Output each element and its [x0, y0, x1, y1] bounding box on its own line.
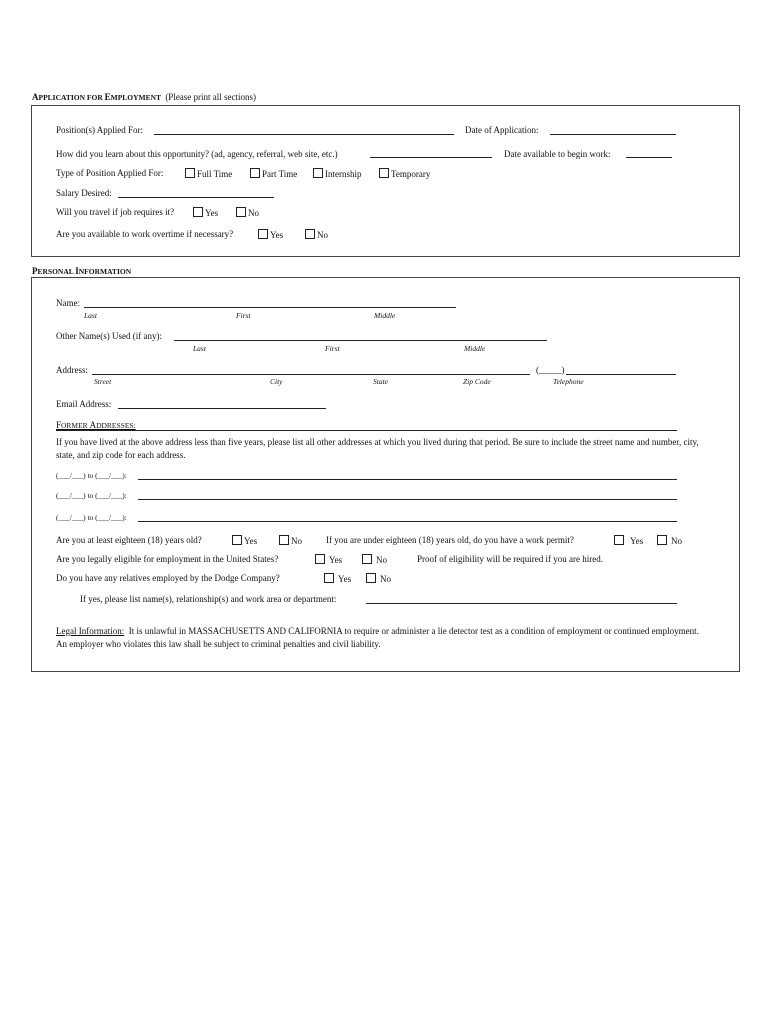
learn-field[interactable]: [370, 157, 492, 158]
part-time-option[interactable]: Part Time: [250, 168, 297, 179]
overtime-label: Are you available to work overtime if necessary?: [56, 229, 234, 239]
former-address-field-1[interactable]: [138, 479, 677, 480]
former-addresses-instructions: If you have lived at the above address less than five years, please list all other addresses at which you lived during that period. Be sure to include the street name and number, city, state, and zip code for each address.: [56, 437, 699, 460]
date-available-label: Date available to begin work:: [504, 149, 611, 159]
checkbox-icon[interactable]: [236, 207, 246, 217]
permit-label: If you are under eighteen (18) years old, do you have a work permit?: [326, 535, 574, 545]
permit-yes[interactable]: Yes: [614, 535, 643, 546]
employment-section-title: APPLICATION FOR EMPLOYMENT (Please print all sections): [32, 92, 257, 102]
relatives-details-field[interactable]: [366, 603, 677, 604]
city-hint: City: [270, 377, 283, 386]
travel-label: Will you travel if job requires it?: [56, 207, 175, 217]
travel-yes[interactable]: Yes: [193, 207, 218, 218]
checkbox-icon[interactable]: [279, 535, 289, 545]
name-middle-hint: Middle: [374, 311, 396, 320]
other-last-hint: Last: [193, 344, 206, 353]
checkbox-icon[interactable]: [366, 573, 376, 583]
other-names-field[interactable]: [174, 340, 547, 341]
positions-field[interactable]: [154, 134, 454, 135]
positions-label: Position(s) Applied For:: [56, 125, 144, 135]
permit-no[interactable]: No: [657, 535, 682, 546]
phone-area-code: (_____): [536, 365, 565, 375]
checkbox-icon[interactable]: [313, 168, 323, 178]
travel-no[interactable]: No: [236, 207, 259, 218]
internship-option[interactable]: Internship: [313, 168, 362, 179]
former-date-1: (___/___) to (___/___):: [56, 471, 127, 480]
overtime-no[interactable]: No: [305, 229, 328, 240]
email-label: Email Address:: [56, 399, 112, 409]
other-first-hint: First: [325, 344, 340, 353]
checkbox-icon[interactable]: [258, 229, 268, 239]
checkbox-icon[interactable]: [324, 573, 334, 583]
former-divider: [56, 430, 677, 431]
relatives-yes[interactable]: Yes: [324, 573, 351, 584]
checkbox-icon[interactable]: [362, 554, 372, 564]
checkbox-icon[interactable]: [305, 229, 315, 239]
eighteen-yes[interactable]: Yes: [232, 535, 257, 546]
personal-section-title: PERSONAL INFORMATION: [32, 266, 132, 276]
checkbox-icon[interactable]: [315, 554, 325, 564]
date-application-label: Date of Application:: [465, 125, 539, 135]
proof-text: Proof of eligibility will be required if you are hired.: [417, 554, 603, 564]
relatives-followup-label: If yes, please list name(s), relationship(s) and work area or department:: [80, 594, 337, 604]
telephone-hint: Telephone: [553, 377, 584, 386]
relatives-no[interactable]: No: [366, 573, 391, 584]
email-field[interactable]: [118, 408, 326, 409]
checkbox-icon[interactable]: [657, 535, 667, 545]
checkbox-icon[interactable]: [193, 207, 203, 217]
address-field[interactable]: [92, 374, 530, 375]
name-first-hint: First: [236, 311, 251, 320]
former-address-field-2[interactable]: [138, 499, 677, 500]
state-hint: State: [373, 377, 388, 386]
legal-information-heading: Legal Information:: [56, 626, 125, 636]
legal-information-text: It is unlawful in MASSACHUSETTS AND CALIFORNIA to require or administer a lie detector test as a condition of employment or continued employment. An employer who violates this law shall be subject to criminal penalties and civil liability.: [56, 626, 699, 649]
eighteen-no[interactable]: No: [279, 535, 302, 546]
full-time-option[interactable]: Full Time: [185, 168, 232, 179]
relatives-label: Do you have any relatives employed by the Dodge Company?: [56, 573, 280, 583]
former-address-field-3[interactable]: [138, 521, 677, 522]
position-type-label: Type of Position Applied For:: [56, 168, 164, 178]
former-date-3: (___/___) to (___/___):: [56, 513, 127, 522]
other-names-label: Other Name(s) Used (if any):: [56, 331, 162, 341]
name-field[interactable]: [84, 307, 456, 308]
telephone-field[interactable]: [566, 374, 676, 375]
eligible-yes[interactable]: Yes: [315, 554, 342, 565]
salary-label: Salary Desired:: [56, 188, 112, 198]
date-application-field[interactable]: [550, 134, 676, 135]
date-available-field[interactable]: [626, 157, 672, 158]
salary-field[interactable]: [118, 197, 274, 198]
street-hint: Street: [94, 377, 112, 386]
checkbox-icon[interactable]: [185, 168, 195, 178]
zip-hint: Zip Code: [463, 377, 491, 386]
address-label: Address:: [56, 365, 88, 375]
overtime-yes[interactable]: Yes: [258, 229, 283, 240]
former-addresses-heading: FORMER ADDRESSES:: [56, 420, 136, 430]
checkbox-icon[interactable]: [232, 535, 242, 545]
checkbox-icon[interactable]: [379, 168, 389, 178]
temporary-option[interactable]: Temporary: [379, 168, 430, 179]
learn-label: How did you learn about this opportunity? (ad, agency, referral, web site, etc.): [56, 149, 338, 159]
eligible-no[interactable]: No: [362, 554, 387, 565]
former-date-2: (___/___) to (___/___):: [56, 491, 127, 500]
other-middle-hint: Middle: [464, 344, 486, 353]
name-label: Name:: [56, 298, 80, 308]
name-last-hint: Last: [84, 311, 97, 320]
checkbox-icon[interactable]: [250, 168, 260, 178]
eighteen-label: Are you at least eighteen (18) years old?: [56, 535, 202, 545]
eligible-label: Are you legally eligible for employment in the United States?: [56, 554, 279, 564]
checkbox-icon[interactable]: [614, 535, 624, 545]
legal-information: [56, 625, 706, 650]
